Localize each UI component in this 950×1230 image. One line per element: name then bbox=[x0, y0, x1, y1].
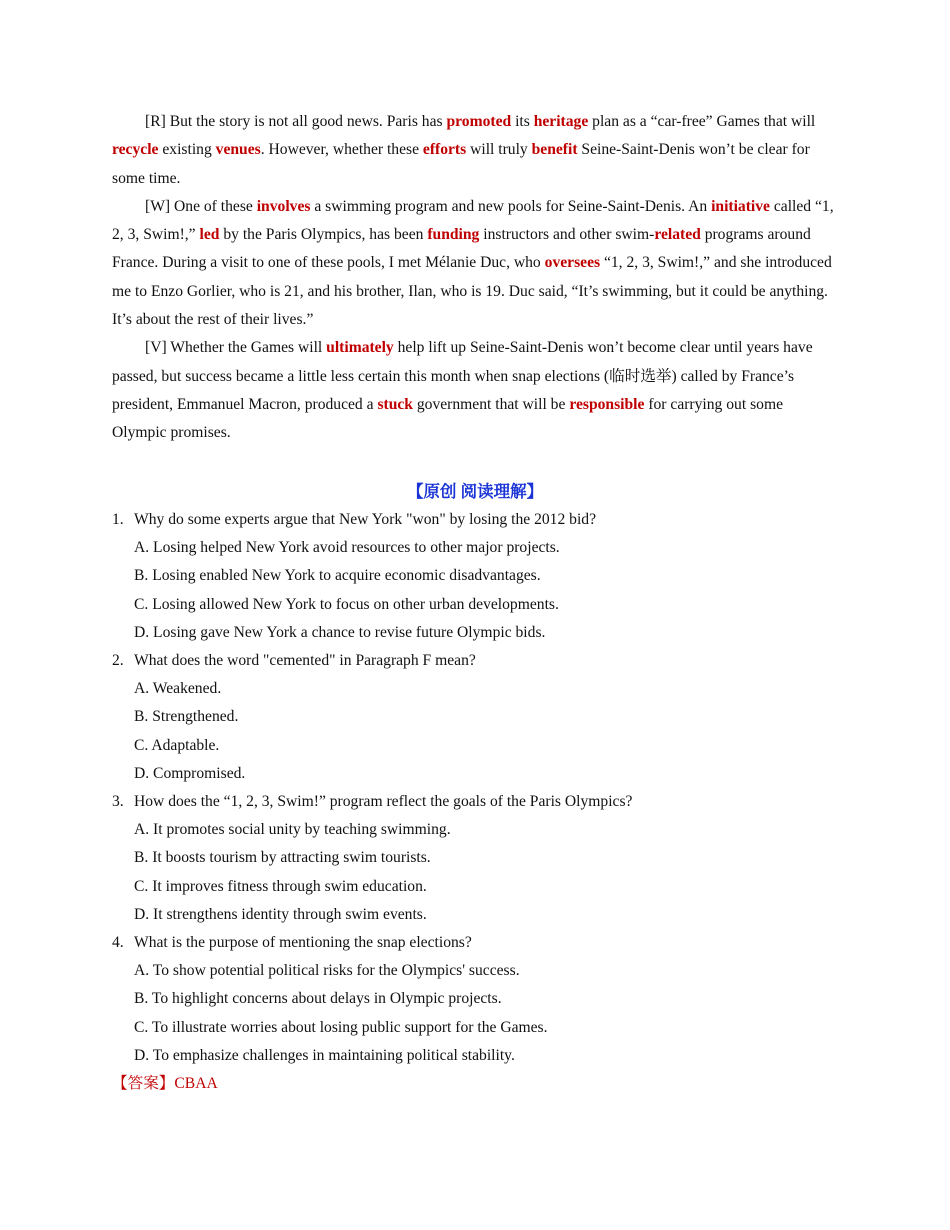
option-b: B. Strengthened. bbox=[134, 708, 239, 726]
vocab-keyword: led bbox=[199, 226, 220, 244]
question-block bbox=[112, 929, 840, 1070]
option-c: C. To illustrate worries about losing public support for the Games. bbox=[134, 1018, 548, 1036]
vocab-keyword: initiative bbox=[711, 197, 770, 215]
paragraph-label: [R] bbox=[145, 113, 166, 130]
option-d: D. To emphasize challenges in maintaining political stability. bbox=[134, 1046, 515, 1064]
question-block bbox=[112, 506, 840, 647]
vocab-keyword: recycle bbox=[112, 141, 159, 159]
option-b: B. Losing enabled New York to acquire economic disadvantages. bbox=[134, 567, 541, 585]
vocab-keyword: efforts bbox=[422, 141, 467, 159]
option-c: C. It improves fitness through swim education. bbox=[134, 877, 427, 895]
vocab-keyword: oversees bbox=[544, 254, 601, 272]
paragraph-w: [W] One of these involves a swimming program and new pools for Seine-Saint-Denis. An initiative called “1, 2, 3, Swim!,” led by the Paris Olympics, has been funding instructors and other swim-related programs around France. During a visit to one of these pools, I met Mélanie Duc, who oversees “1, 2, 3, Swim!,” and she introduced me to Enzo Gorlier, who is 21, and his brother, Ilan, who is 19. Duc said, “It’s swimming, but it could be anything. It’s about the rest of their lives.” bbox=[112, 197, 834, 329]
vocab-keyword: benefit bbox=[531, 141, 578, 159]
section-heading: 【原创 阅读理解】 bbox=[406, 482, 544, 501]
paragraph-r: [R] But the story is not all good news. Paris has promoted its heritage plan as a “car-free” Games that will recycle existing venues. However, whether these efforts will truly benefit Seine-Saint-Denis won’t be clear for some time. bbox=[112, 113, 816, 187]
vocab-keyword: stuck bbox=[377, 395, 413, 413]
option-b: B. To highlight concerns about delays in Olympic projects. bbox=[134, 990, 502, 1008]
paragraph-label: [W] bbox=[145, 197, 171, 215]
vocab-keyword: venues bbox=[215, 141, 261, 159]
question-number: 2. bbox=[112, 652, 124, 670]
option-a: A. It promotes social unity by teaching swimming. bbox=[134, 821, 451, 839]
answer-line bbox=[112, 1070, 840, 1098]
question-stem bbox=[112, 788, 840, 816]
question-text: What is the purpose of mentioning the snap elections? bbox=[134, 934, 472, 952]
question-block bbox=[112, 647, 840, 788]
vocab-keyword: heritage bbox=[533, 113, 589, 130]
option-a: A. Losing helped New York avoid resources to other major projects. bbox=[134, 539, 560, 557]
vocab-keyword: funding bbox=[427, 226, 480, 244]
question-stem bbox=[112, 506, 840, 534]
vocab-keyword: promoted bbox=[446, 113, 512, 130]
question-stem bbox=[112, 929, 840, 957]
question-number: 3. bbox=[112, 793, 124, 811]
question-text: Why do some experts argue that New York "won" by losing the 2012 bid? bbox=[134, 511, 597, 528]
question-number: 4. bbox=[112, 934, 124, 952]
reading-passage bbox=[112, 108, 840, 448]
answer-value: CBAA bbox=[174, 1075, 218, 1093]
option-c: C. Losing allowed New York to focus on other urban developments. bbox=[134, 595, 559, 613]
question-text: What does the word "cemented" in Paragraph F mean? bbox=[134, 652, 476, 670]
question-block bbox=[112, 788, 840, 929]
option-d: D. It strengthens identity through swim events. bbox=[134, 905, 427, 923]
option-c: C. Adaptable. bbox=[134, 736, 220, 754]
option-a: A. Weakened. bbox=[134, 680, 222, 698]
question-list bbox=[112, 506, 840, 1098]
answer-label: 【答案】 bbox=[112, 1075, 175, 1093]
option-b: B. It boosts tourism by attracting swim tourists. bbox=[134, 849, 431, 867]
question-stem bbox=[112, 647, 840, 675]
paragraph-label: [V] bbox=[145, 339, 167, 357]
paragraph-v: [V] Whether the Games will ultimately help lift up Seine-Saint-Denis won’t become clear until years have passed, but success became a little less certain this month when snap elections (临时选举) called by France’s president, Emmanuel Macron, produced a stuck government that will be responsible for carrying out some Olympic promises. bbox=[112, 339, 813, 442]
vocab-keyword: responsible bbox=[569, 395, 645, 413]
question-number: 1. bbox=[112, 511, 124, 528]
option-d: D. Losing gave New York a chance to revise future Olympic bids. bbox=[134, 623, 546, 641]
vocab-keyword: involves bbox=[256, 197, 311, 215]
question-text: How does the “1, 2, 3, Swim!” program reflect the goals of the Paris Olympics? bbox=[134, 793, 633, 811]
vocab-keyword: ultimately bbox=[326, 339, 394, 357]
option-a: A. To show potential political risks for the Olympics' success. bbox=[134, 962, 520, 980]
option-d: D. Compromised. bbox=[134, 764, 246, 782]
vocab-keyword: related bbox=[654, 226, 701, 244]
